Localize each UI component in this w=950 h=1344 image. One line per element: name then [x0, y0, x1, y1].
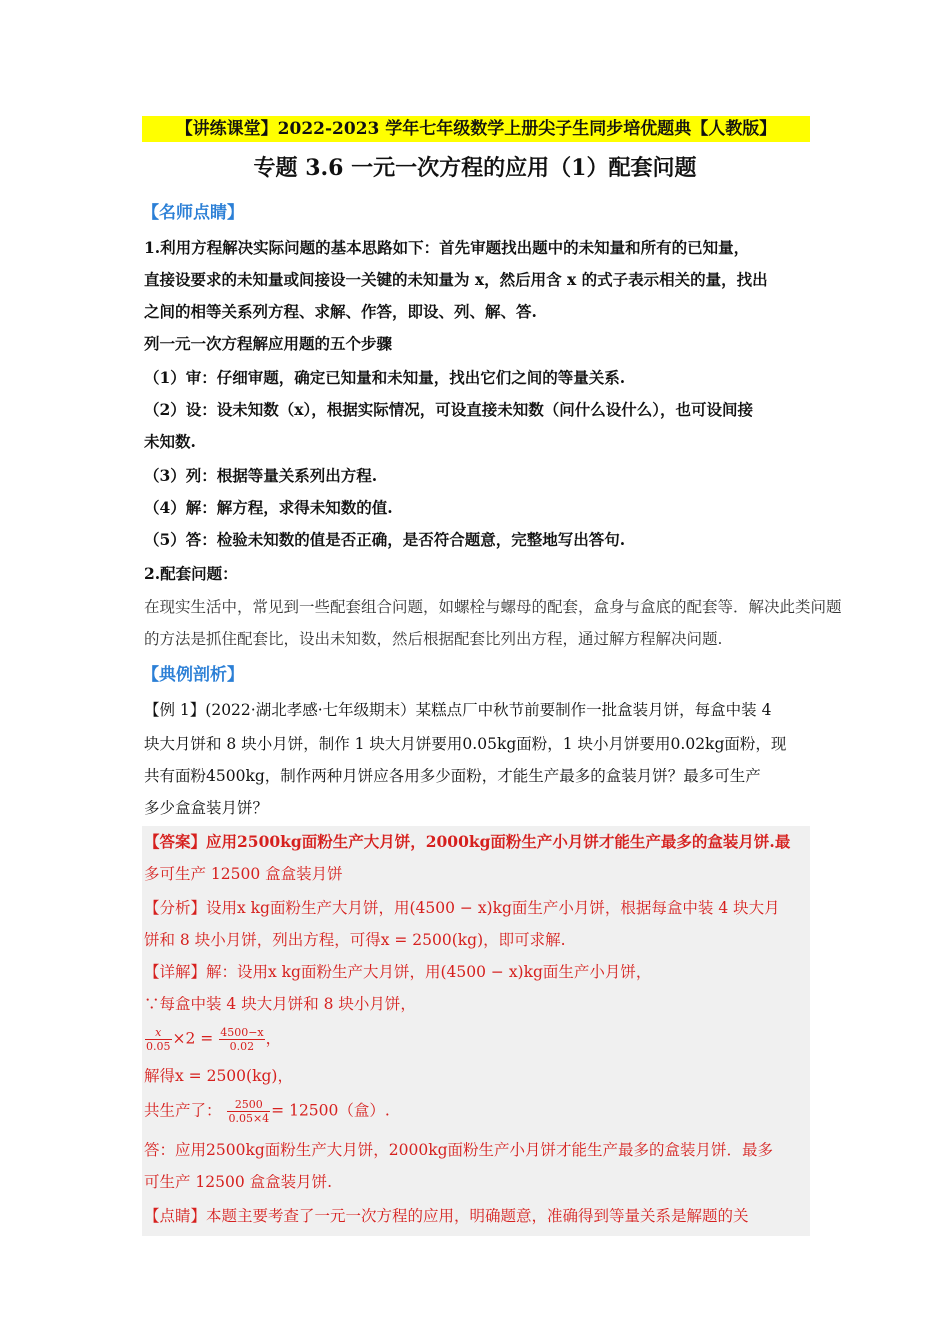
example-question-line-3: 共有面粉4500kg，制作两种月饼应各用多少面粉，才能生产最多的盒装月饼？最多可生产: [144, 767, 761, 785]
tips-paragraph-2-title: 2.配套问题：: [144, 564, 238, 583]
answer-line-1: 【答案】应用2500kg面粉生产大月饼，2000kg面粉生产小月饼才能生产最多的盒装月饼.最: [144, 832, 791, 851]
detail-line-1: 【详解】解：设用x kg面粉生产大月饼，用(4500 − x)kg面生产小月饼，: [144, 963, 652, 981]
tips-paragraph-1-line-2: 直接设要求的未知量或间接设一关键的未知量为 x，然后用含 x 的式子表示相关的量，找出: [144, 270, 768, 289]
tips-paragraph-2-line-2: 的方法是抓住配套比，设出未知数，然后根据配套比列出方程，通过解方程解决问题.: [144, 630, 723, 648]
final-answer-line-1: 答：应用2500kg面粉生产大月饼，2000kg面粉生产小月饼才能生产最多的盒装月饼．最多: [144, 1141, 774, 1159]
fraction-4500-x-over-0.02: $\frac{4500-x}{0.02}$: [220, 1026, 264, 1053]
example-question-line-1: 【例 1】(2022·湖北孝感·七年级期末）某糕点厂中秋节前要制作一批盒装月饼，每盒中装 4: [144, 701, 772, 719]
series-banner: 【讲练课堂】2022-2023 学年七年级数学上册尖子生同步培优题典【人教版】: [142, 116, 810, 142]
equation-2: 共生产了： $\frac{2500}{0.05\times 4}$ = 12500（盒）.: [144, 1098, 390, 1125]
final-answer-line-2: 可生产 12500 盒盒装月饼.: [144, 1173, 333, 1191]
step-5: （5）答：检验未知数的值是否正确，是否符合题意，完整地写出答句.: [144, 530, 626, 549]
section-examples: 【典例剖析】: [142, 665, 244, 685]
page-title: 专题 3.6 一元一次方程的应用（1）配套问题: [253, 155, 697, 181]
steps-title: 列一元一次方程解应用题的五个步骤: [144, 334, 393, 353]
solve-line: 解得x = 2500(kg)，: [144, 1067, 293, 1085]
fraction-2500-over-0.05x4: $\frac{2500}{0.05\times 4}$: [228, 1098, 270, 1125]
equation-1: $\frac{x}{0.05}$ ×2 = $\frac{4500-x}{0.02}$ ，: [146, 1026, 282, 1053]
fraction-x-over-0.05: $\frac{x}{0.05}$: [146, 1026, 171, 1053]
tips-paragraph-1-line-3: 之间的相等关系列方程、求解、作答，即设、列、解、答.: [144, 302, 537, 321]
step-2-line-2: 未知数.: [144, 432, 196, 451]
example-question-line-2: 块大月饼和 8 块小月饼，制作 1 块大月饼要用0.05kg面粉，1 块小月饼要用0.02kg面粉，现: [144, 735, 787, 753]
step-1: （1）审：仔细审题，确定已知量和未知量，找出它们之间的等量关系.: [144, 368, 626, 387]
analysis-line-1: 【分析】设用x kg面粉生产大月饼，用(4500 − x)kg面生产小月饼，根据每盒中装 4 块大月: [144, 899, 780, 917]
step-2-line-1: （2）设：设未知数（x），根据实际情况，可设直接未知数（问什么设什么），也可设间接: [144, 400, 754, 419]
step-4: （4）解：解方程，求得未知数的值.: [144, 498, 393, 517]
tips-paragraph-1-line-1: 1.利用方程解决实际问题的基本思路如下：首先审题找出题中的未知量和所有的已知量，: [144, 238, 750, 257]
remark-line: 【点睛】本题主要考查了一元一次方程的应用，明确题意，准确得到等量关系是解题的关: [144, 1207, 749, 1225]
tips-paragraph-2-line-1: 在现实生活中，常见到一些配套组合问题，如螺栓与螺母的配套，盒身与盒底的配套等．解决此类问题: [144, 598, 842, 616]
example-question-line-4: 多少盒盒装月饼？: [144, 799, 269, 817]
detail-line-2: ∵每盒中装 4 块大月饼和 8 块小月饼，: [144, 995, 416, 1013]
step-3: （3）列：根据等量关系列出方程.: [144, 466, 378, 485]
section-teacher-tips: 【名师点睛】: [142, 203, 244, 223]
analysis-line-2: 饼和 8 块小月饼，列出方程，可得x = 2500(kg)，即可求解.: [144, 931, 566, 949]
answer-line-2: 多可生产 12500 盒盒装月饼: [144, 865, 343, 883]
